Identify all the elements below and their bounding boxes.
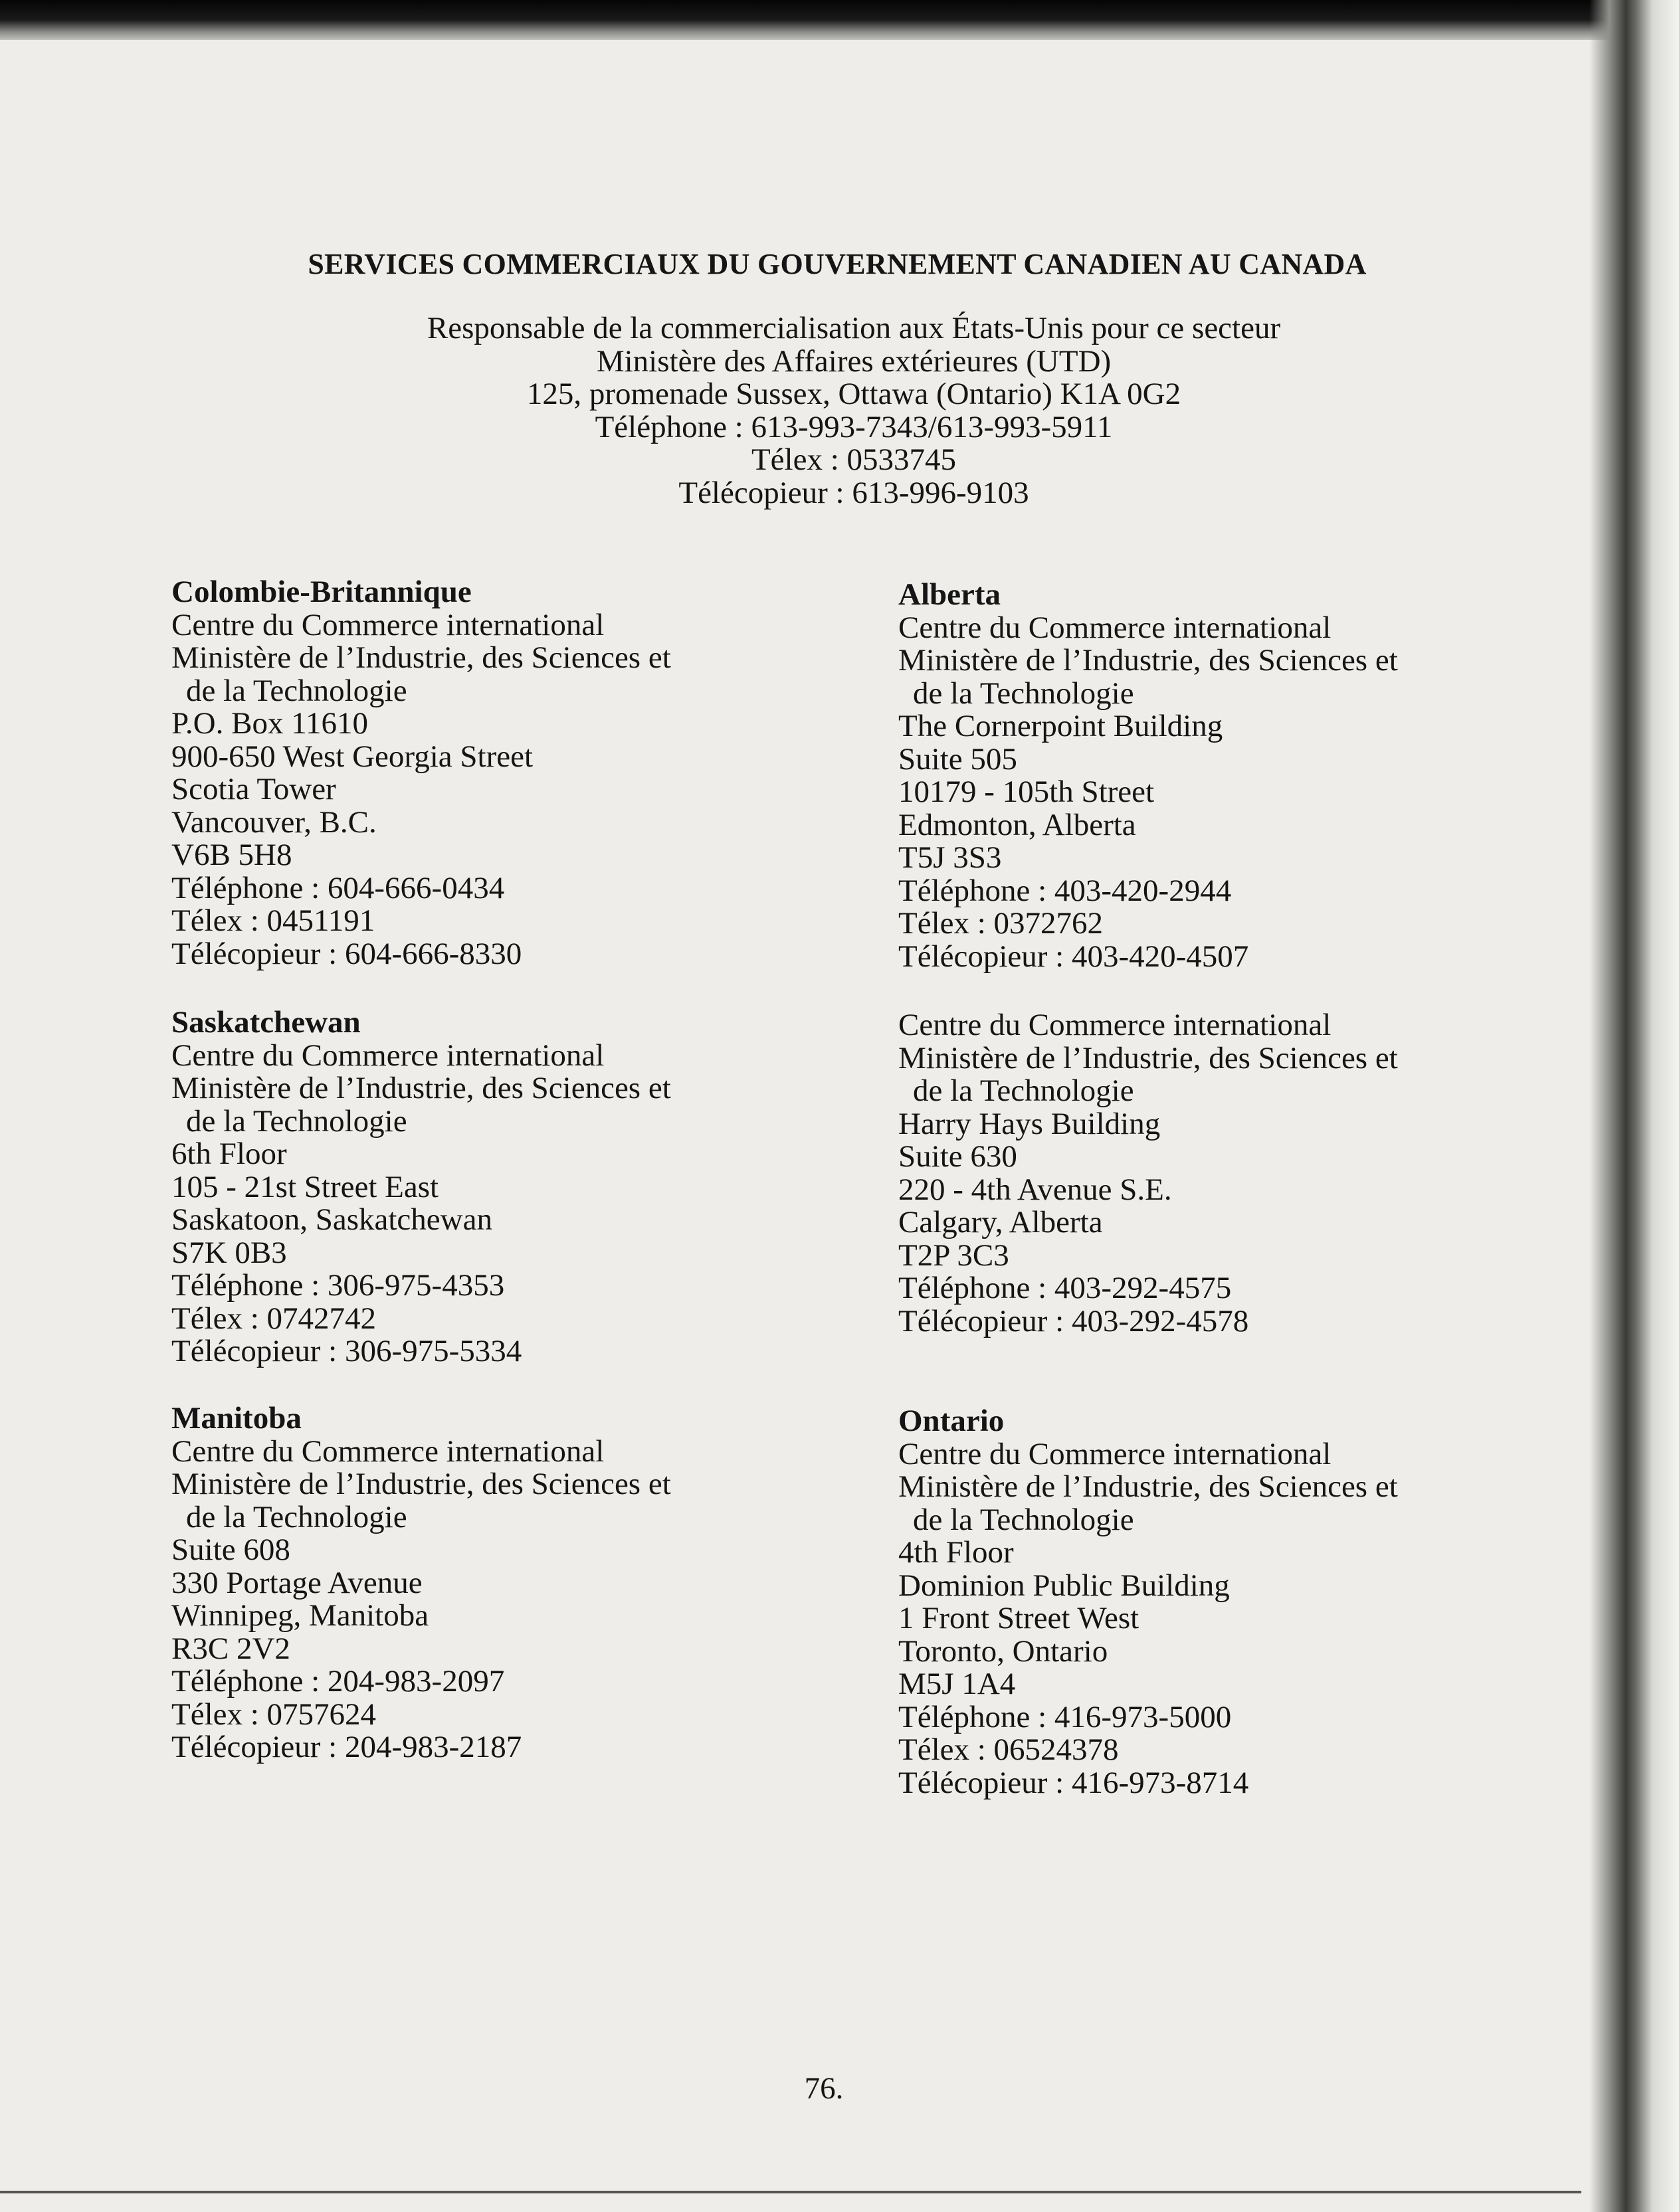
office-line: Centre du Commerce international: [171, 1038, 605, 1073]
office-line: 900-650 West Georgia Street: [171, 739, 534, 774]
office-line: Vancouver, B.C.: [171, 804, 377, 840]
office-line: Télex : 0372762: [898, 906, 1104, 941]
office-line: Saskatoon, Saskatchewan: [171, 1202, 492, 1237]
office-line: Téléphone : 306-975-4353: [171, 1268, 505, 1303]
office-line: Centre du Commerce international: [898, 610, 1332, 645]
office-alberta-edmonton: [898, 579, 1398, 973]
page-number: 76.: [804, 2071, 844, 2106]
office-name: Colombie-Britannique: [171, 575, 472, 609]
office-line: Centre du Commerce international: [898, 1436, 1332, 1471]
office-line: Winnipeg, Manitoba: [171, 1598, 429, 1633]
office-name: Alberta: [898, 577, 1001, 612]
office-line: de la Technologie: [186, 1103, 407, 1139]
office-line: Harry Hays Building: [898, 1106, 1161, 1141]
office-line: de la Technologie: [913, 676, 1134, 711]
office-line: Scotia Tower: [171, 772, 336, 806]
page-title: SERVICES COMMERCIAUX DU GOUVERNEMENT CANADIEN AU CANADA: [308, 248, 1367, 280]
office-name: Manitoba: [171, 1401, 302, 1435]
header-contact-block: [266, 312, 1442, 509]
office-line: de la Technologie: [913, 1073, 1134, 1108]
office-line: Téléphone : 416-973-5000: [898, 1699, 1232, 1734]
office-line: Ministère de l’Industrie, des Sciences et: [171, 640, 671, 675]
office-line: 1 Front Street West: [898, 1601, 1139, 1635]
scan-right-edge: [1589, 0, 1679, 2212]
office-line: Télécopieur : 306-975-5334: [171, 1334, 522, 1368]
office-line: Télex : 06524378: [898, 1732, 1119, 1767]
header-line: Télécopieur : 613-996-9103: [678, 475, 1029, 510]
office-line: Centre du Commerce international: [171, 1433, 605, 1469]
office-colombie-britannique: [171, 576, 671, 970]
office-line: Téléphone : 403-292-4575: [898, 1271, 1232, 1305]
office-line: Suite 608: [171, 1532, 290, 1567]
office-line: 6th Floor: [171, 1137, 287, 1171]
office-line: Télécopieur : 204-983-2187: [171, 1730, 522, 1764]
office-line: P.O. Box 11610: [171, 706, 368, 741]
scan-bottom-edge: [0, 2191, 1581, 2193]
office-line: Centre du Commerce international: [171, 607, 605, 642]
office-line: Ministère de l’Industrie, des Sciences et: [171, 1071, 671, 1105]
office-line: Télex : 0757624: [171, 1697, 377, 1732]
office-line: 4th Floor: [898, 1535, 1014, 1570]
office-line: Suite 505: [898, 741, 1017, 777]
office-line: Téléphone : 204-983-2097: [171, 1664, 505, 1699]
header-line: 125, promenade Sussex, Ottawa (Ontario) K1A 0G2: [526, 377, 1181, 411]
office-line: Ministère de l’Industrie, des Sciences et: [171, 1467, 671, 1501]
office-line: Dominion Public Building: [898, 1568, 1230, 1603]
office-line: Téléphone : 403-420-2944: [898, 873, 1232, 908]
office-saskatchewan: [171, 1006, 671, 1368]
scan-top-edge: [0, 0, 1679, 40]
office-line: Télex : 0451191: [171, 903, 375, 938]
office-line: Toronto, Ontario: [898, 1633, 1108, 1669]
office-line: Ministère de l’Industrie, des Sciences et: [898, 1469, 1398, 1504]
office-line: de la Technologie: [186, 673, 407, 708]
office-line: Télex : 0742742: [171, 1301, 377, 1336]
office-line: Edmonton, Alberta: [898, 807, 1136, 842]
office-manitoba: [171, 1402, 671, 1764]
office-line: The Cornerpoint Building: [898, 709, 1223, 743]
office-line: de la Technologie: [186, 1499, 407, 1534]
office-line: 105 - 21st Street East: [171, 1169, 439, 1204]
office-line: Télécopieur : 604-666-8330: [171, 936, 522, 971]
office-line: V6B 5H8: [171, 838, 292, 872]
office-line: Centre du Commerce international: [898, 1008, 1332, 1042]
office-line: Télécopieur : 403-292-4578: [898, 1303, 1249, 1338]
office-line: 330 Portage Avenue: [171, 1565, 423, 1600]
office-line: Télécopieur : 416-973-8714: [898, 1765, 1249, 1800]
header-line: Ministère des Affaires extérieures (UTD): [596, 343, 1112, 379]
office-line: Ministère de l’Industrie, des Sciences et: [898, 1040, 1398, 1075]
office-line: Calgary, Alberta: [898, 1205, 1103, 1240]
office-line: T2P 3C3: [898, 1238, 1009, 1273]
header-line: Téléphone : 613-993-7343/613-993-5911: [595, 409, 1113, 444]
office-line: Suite 630: [898, 1139, 1017, 1174]
office-alberta-calgary: [898, 1009, 1398, 1338]
office-line: 10179 - 105th Street: [898, 775, 1155, 809]
office-line: Ministère de l’Industrie, des Sciences et: [898, 643, 1398, 678]
header-line: Télex : 0533745: [751, 442, 957, 477]
office-line: S7K 0B3: [171, 1235, 287, 1270]
office-line: Téléphone : 604-666-0434: [171, 870, 505, 905]
office-ontario: [898, 1405, 1398, 1799]
office-name: Ontario: [898, 1404, 1005, 1438]
office-line: M5J 1A4: [898, 1667, 1016, 1701]
office-line: R3C 2V2: [171, 1631, 290, 1666]
office-line: de la Technologie: [913, 1502, 1134, 1537]
office-name: Saskatchewan: [171, 1005, 361, 1040]
office-line: T5J 3S3: [898, 840, 1002, 875]
office-line: 220 - 4th Avenue S.E.: [898, 1172, 1172, 1207]
office-line: Télécopieur : 403-420-4507: [898, 939, 1249, 974]
header-line: Responsable de la commercialisation aux États-Unis pour ce secteur: [427, 311, 1281, 345]
